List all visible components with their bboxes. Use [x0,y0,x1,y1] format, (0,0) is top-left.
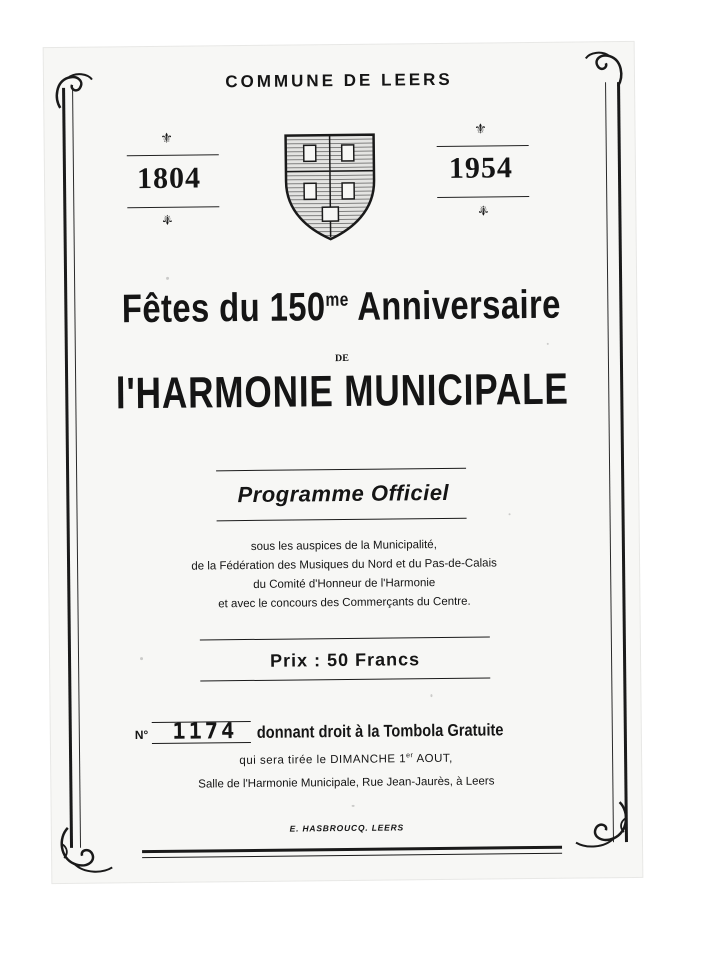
title-line-2: l'HARMONIE MUNICIPALE [115,364,569,419]
draw-date-pre: qui sera tirée le DIMANCHE 1 [239,753,407,767]
tombola-text: donnant droit à la Tombola Gratuite [257,720,505,742]
programme-sheet [44,42,643,883]
print-speck [547,343,549,345]
print-speck [352,805,355,807]
title-line-1-sup: me [325,289,349,311]
bottom-rule [142,846,562,853]
year-left: 1804 [136,161,202,196]
commune-heading: COMMUNE DE LEERS [225,69,453,92]
title-connector: DE [334,352,349,365]
auspices-line: sous les auspices de la Municipalité, [250,539,437,553]
draw-date-post: AOUT, [413,752,453,766]
title-line-1 [99,282,583,332]
fleur-de-lis-icon: ⚜ [161,210,174,227]
fleur-de-lis-icon: ⚜ [476,201,490,218]
fleur-de-lis-icon: ⚜ [474,121,487,138]
programme-heading: Programme Officiel [237,479,450,508]
auspices-line: du Comité d'Honneur de l'Harmonie [253,577,436,591]
print-speck [430,694,432,697]
auspices-line: de la Fédération des Musiques du Nord et du Pas-de-Calais [191,557,497,573]
print-speck [140,657,143,660]
price-label: Prix : 50 Francs [269,649,421,671]
year-right: 1954 [448,151,514,185]
ticket-number-label: N° [134,727,149,742]
printer-credit: E. HASBROUCQ. LEERS [289,822,405,834]
ticket-number: 1174 [152,721,251,744]
bottom-rule-thin [142,853,562,858]
fleur-de-lis-icon: ⚜ [160,130,173,147]
venue-text: Salle de l'Harmonie Municipale, Rue Jean-Jaurès, à Leers [198,775,495,791]
print-speck [509,513,511,515]
print-speck [259,606,262,608]
auspices-line: et avec le concours des Commerçants du Centre. [218,595,471,611]
print-speck [166,277,169,280]
title-line-1-pre: Fêtes du 150 [121,285,326,332]
draw-date-sup: er [406,752,414,760]
auspices-text [49,534,640,616]
title-line-1-post: Anniversaire [348,282,562,329]
coat-of-arms-shield [282,131,379,242]
